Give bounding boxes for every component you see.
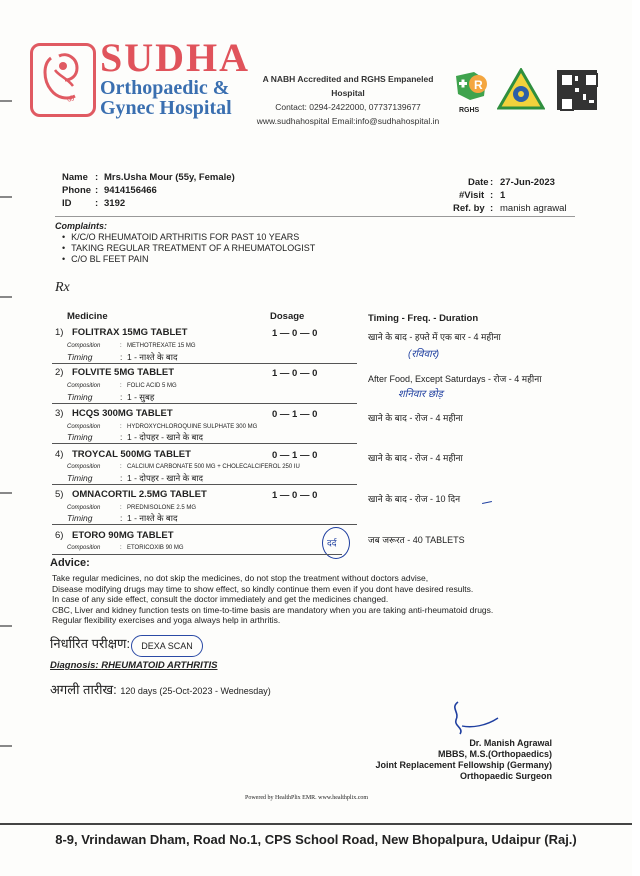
patient-name: Mrs.Usha Mour (55y, Female) (104, 172, 235, 183)
med-timing: 1 - दोपहर - खाने के बाद (127, 473, 204, 483)
colon: : (490, 203, 494, 214)
handwritten-note: (रविवार) (408, 349, 440, 360)
handwritten-note: शनिवार छोड़ (398, 389, 443, 400)
row-divider (52, 363, 357, 364)
colon: : (120, 392, 123, 402)
row-divider (52, 484, 357, 485)
colon: : (95, 185, 99, 196)
tests-label: निर्धारित परीक्षण: (50, 636, 131, 651)
margin-mark (0, 745, 12, 747)
visit-number: 1 (500, 190, 506, 201)
med-name: TROYCAL 500MG TABLET (72, 449, 191, 460)
margin-mark (0, 196, 12, 198)
med-timing: 1 - नाश्ते के बाद (127, 352, 178, 362)
svg-text:R: R (474, 78, 483, 92)
med-dosage: 0 — 1 — 0 (272, 450, 318, 461)
doctor-name: Dr. Manish Agrawal (469, 738, 552, 748)
powered-by: Powered by HealthPlix EMR. www.healthplix.com (245, 795, 369, 801)
doctor-degree: MBBS, M.S.(Orthopaedics) (437, 749, 552, 759)
med-composition: METHOTREXATE 15 MG (127, 343, 196, 349)
complaints-list (62, 232, 315, 265)
brand-name: SUDHA (100, 35, 251, 80)
test-item: DEXA SCAN (131, 635, 203, 657)
med-frequency: खाने के बाद - रोज - 4 महीना (368, 413, 463, 423)
complaint-item: • TAKING REGULAR TREATMENT OF A RHEUMATOLOGIST (62, 243, 315, 254)
doctor-title: Orthopaedic Surgeon (459, 771, 552, 781)
ref-label: Ref. by (453, 203, 485, 214)
pen-tick (482, 501, 492, 504)
colon: : (120, 352, 123, 362)
med-composition: CALCIUM CARBONATE 500 MG + CHOLECALCIFEROL 250 IU (127, 464, 300, 470)
med-number: 4) (55, 449, 64, 460)
colon: : (120, 383, 122, 389)
contact-text: Contact: 0294-2422000, 07737139677 (275, 102, 421, 112)
complaint-item: • C/O BL FEET PAIN (62, 254, 315, 265)
med-name: ETORO 90MG TABLET (72, 530, 174, 541)
row-divider (52, 403, 357, 404)
brand-subtitle-2: Gynec Hospital (100, 97, 232, 119)
med-number: 3) (55, 408, 64, 419)
med-composition: HYDROXYCHLOROQUINE SULPHATE 300 MG (127, 424, 258, 430)
med-timing: 1 - सुबह (127, 392, 155, 402)
med-name: FOLVITE 5MG TABLET (72, 367, 175, 378)
medicine-header: Medicine (67, 311, 108, 322)
divider (55, 216, 575, 217)
handwritten-note: दर्द (327, 538, 337, 548)
visit-label: #Visit (459, 190, 485, 201)
med-frequency: After Food, Except Saturdays - रोज - 4 महीना (368, 374, 542, 384)
timing-header: Timing - Freq. - Duration (368, 313, 479, 324)
hospital-logo (30, 43, 96, 117)
colon: : (120, 513, 123, 523)
date-label: Date (468, 177, 489, 188)
advice-line: In case of any side effect, consult the doctor immediately and get the medicines changed. (52, 594, 389, 604)
timing-label: Timing (67, 392, 93, 402)
dosage-header: Dosage (270, 311, 305, 322)
colon: : (120, 464, 122, 470)
med-number: 1) (55, 327, 64, 338)
qr-code (557, 70, 597, 110)
composition-label: Composition (67, 505, 101, 511)
followup (50, 680, 271, 698)
phone-label: Phone (62, 185, 92, 196)
med-number: 6) (55, 530, 64, 541)
doctor-block (375, 738, 552, 782)
med-dosage: 1 — 0 — 0 (272, 368, 318, 379)
med-composition: FOLIC ACID 5 MG (127, 383, 177, 389)
advice-line: Take regular medicines, no dot skip the medicines, do not stop the treatment without doctors advise, (52, 573, 429, 583)
med-composition: ETORICOXIB 90 MG (127, 545, 184, 551)
followup-value: 120 days (25-Oct-2023 - Wednesday) (120, 686, 271, 696)
timing-label: Timing (67, 432, 93, 442)
rghs-label: RGHS (459, 107, 480, 114)
timing-label: Timing (67, 473, 93, 483)
med-frequency: जब जरूरत - 40 TABLETS (368, 535, 465, 545)
colon: : (120, 505, 122, 511)
med-name: FOLITRAX 15MG TABLET (72, 327, 188, 338)
colon: : (490, 177, 494, 188)
footer-divider (0, 823, 632, 825)
doctor-fellowship: Joint Replacement Fellowship (Germany) (375, 760, 552, 770)
med-composition: PREDNISOLONE 2.5 MG (127, 505, 197, 511)
referred-by: manish agrawal (500, 203, 567, 214)
timing-label: Timing (67, 352, 93, 362)
rghs-logo (450, 70, 492, 114)
med-frequency: खाने के बाद - हफ्ते में एक बार - 4 महीना (368, 332, 501, 342)
nabh-logo (497, 68, 545, 112)
med-dosage: 0 — 1 — 0 (272, 409, 318, 420)
colon: : (120, 545, 122, 551)
row-divider (52, 524, 357, 525)
advice-text (52, 573, 493, 626)
med-number: 2) (55, 367, 64, 378)
composition-label: Composition (67, 424, 101, 430)
composition-label: Composition (67, 545, 101, 551)
composition-label: Composition (67, 383, 101, 389)
composition-label: Composition (67, 464, 101, 470)
colon: : (120, 432, 123, 442)
med-number: 5) (55, 489, 64, 500)
colon: : (120, 424, 122, 430)
row-divider (52, 554, 342, 555)
hospital-info (250, 72, 446, 128)
timing-label: Timing (67, 513, 93, 523)
advice-line: Regular flexibility exercises and yoga always help in arthritis. (52, 615, 281, 625)
med-dosage: 1 — 0 — 0 (272, 328, 318, 339)
scan-edge (632, 0, 640, 876)
web-email-text: www.sudhahospital Email:info@sudhahospital.in (256, 116, 440, 126)
med-name: HCQS 300MG TABLET (72, 408, 173, 419)
colon: : (120, 473, 123, 483)
margin-mark (0, 296, 12, 298)
row-divider (52, 443, 357, 444)
name-label: Name (62, 172, 88, 183)
med-name: OMNACORTIL 2.5MG TABLET (72, 489, 207, 500)
patient-phone: 9414156466 (104, 185, 157, 196)
margin-mark (0, 625, 12, 627)
diagnosis-value: RHEUMATOID ARTHRITIS (101, 660, 218, 671)
accreditation-text: A NABH Accredited and RGHS Empaneled Hospital (262, 74, 434, 98)
med-dosage: 1 — 0 — 0 (272, 490, 318, 501)
composition-label: Composition (67, 343, 101, 349)
logo-glyph: ॐ (67, 95, 75, 104)
complaints-title: Complaints: (55, 221, 108, 231)
med-timing: 1 - नाश्ते के बाद (127, 513, 178, 523)
brand-subtitle-1: Orthopaedic & (100, 77, 230, 99)
med-frequency: खाने के बाद - रोज - 10 दिन (368, 494, 461, 504)
margin-mark (0, 100, 12, 102)
footer-address: 8-9, Vrindawan Dham, Road No.1, CPS School Road, New Bhopalpura, Udaipur (Raj.) (55, 832, 577, 847)
visit-date: 27-Jun-2023 (500, 177, 555, 188)
colon: : (95, 172, 99, 183)
med-frequency: खाने के बाद - रोज - 4 महीना (368, 453, 463, 463)
colon: : (120, 343, 122, 349)
advice-line: Disease modifying drugs may time to show effect, so kindly continue them even if you dont have desired results. (52, 583, 474, 594)
followup-label: अगली तारीख: (50, 682, 117, 697)
complaint-item: • K/C/O RHEUMATOID ARTHRITIS FOR PAST 10 YEARS (62, 232, 315, 243)
patient-id: 3192 (104, 198, 126, 209)
advice-line: CBC, Liver and kidney function tests on time-to-time basis are mandatory when you are taking anti-rheumatoid drugs. (52, 604, 494, 615)
med-timing: 1 - दोपहर - खाने के बाद (127, 432, 204, 442)
diagnosis-label: Diagnosis: (50, 660, 99, 671)
id-label: ID (62, 198, 72, 209)
hospital-brand (100, 35, 251, 119)
colon: : (95, 198, 99, 209)
colon: : (490, 190, 494, 201)
rx-symbol: Rx (55, 280, 70, 295)
diagnosis (50, 660, 218, 671)
margin-mark (0, 492, 12, 494)
advice-title: Advice: (50, 557, 90, 569)
